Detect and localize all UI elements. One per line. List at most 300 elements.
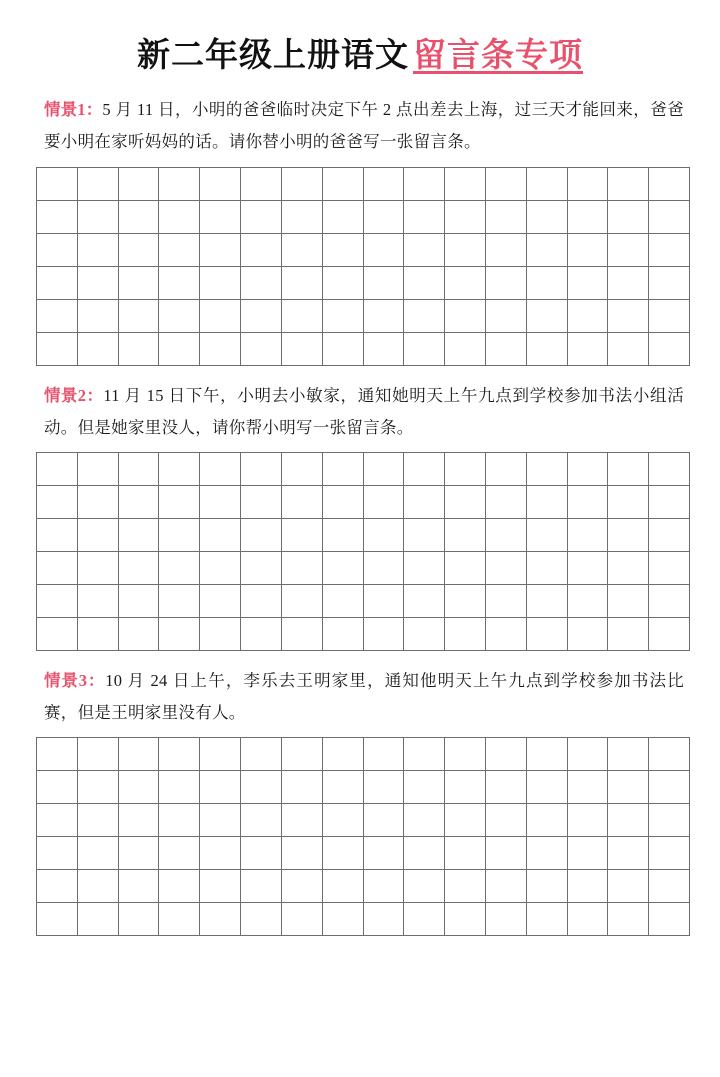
grid-cell[interactable] [159, 299, 200, 332]
grid-cell[interactable] [567, 771, 608, 804]
grid-cell[interactable] [567, 200, 608, 233]
grid-cell[interactable] [37, 452, 78, 485]
grid-cell[interactable] [118, 518, 159, 551]
grid-cell[interactable] [322, 266, 363, 299]
grid-cell[interactable] [445, 804, 486, 837]
grid-cell[interactable] [37, 584, 78, 617]
grid-cell[interactable] [404, 551, 445, 584]
grid-cell[interactable] [485, 452, 526, 485]
grid-cell[interactable] [159, 738, 200, 771]
grid-cell[interactable] [649, 167, 690, 200]
grid-cell[interactable] [567, 233, 608, 266]
grid-row[interactable] [37, 903, 690, 936]
grid-cell[interactable] [608, 266, 649, 299]
grid-cell[interactable] [649, 738, 690, 771]
grid-cell[interactable] [363, 452, 404, 485]
grid-cell[interactable] [608, 738, 649, 771]
grid-cell[interactable] [404, 452, 445, 485]
grid-cell[interactable] [281, 617, 322, 650]
grid-cell[interactable] [649, 771, 690, 804]
grid-cell[interactable] [77, 738, 118, 771]
grid-cell[interactable] [77, 518, 118, 551]
grid-cell[interactable] [159, 617, 200, 650]
grid-cell[interactable] [485, 771, 526, 804]
grid-cell[interactable] [445, 167, 486, 200]
grid-cell[interactable] [118, 167, 159, 200]
grid-row[interactable] [37, 332, 690, 365]
grid-cell[interactable] [404, 584, 445, 617]
grid-cell[interactable] [159, 870, 200, 903]
grid-cell[interactable] [241, 870, 282, 903]
grid-cell[interactable] [363, 584, 404, 617]
grid-cell[interactable] [281, 551, 322, 584]
grid-cell[interactable] [159, 804, 200, 837]
grid-cell[interactable] [118, 200, 159, 233]
grid-cell[interactable] [281, 771, 322, 804]
grid-cell[interactable] [77, 299, 118, 332]
grid-cell[interactable] [526, 485, 567, 518]
grid-cell[interactable] [526, 266, 567, 299]
grid-cell[interactable] [445, 518, 486, 551]
grid-cell[interactable] [608, 870, 649, 903]
writing-grid-1[interactable] [36, 167, 690, 366]
grid-row[interactable] [37, 485, 690, 518]
grid-cell[interactable] [241, 738, 282, 771]
grid-cell[interactable] [37, 837, 78, 870]
grid-cell[interactable] [567, 903, 608, 936]
grid-cell[interactable] [281, 870, 322, 903]
grid-cell[interactable] [445, 551, 486, 584]
grid-cell[interactable] [608, 551, 649, 584]
grid-cell[interactable] [77, 771, 118, 804]
grid-cell[interactable] [567, 584, 608, 617]
grid-cell[interactable] [485, 200, 526, 233]
grid-cell[interactable] [567, 452, 608, 485]
grid-cell[interactable] [445, 870, 486, 903]
grid-cell[interactable] [200, 167, 241, 200]
writing-grid-3[interactable] [36, 737, 690, 936]
grid-cell[interactable] [200, 804, 241, 837]
grid-cell[interactable] [322, 771, 363, 804]
grid-cell[interactable] [118, 299, 159, 332]
grid-row[interactable] [37, 738, 690, 771]
grid-cell[interactable] [322, 870, 363, 903]
grid-cell[interactable] [363, 485, 404, 518]
grid-cell[interactable] [608, 332, 649, 365]
grid-cell[interactable] [526, 167, 567, 200]
grid-cell[interactable] [526, 903, 567, 936]
grid-cell[interactable] [608, 804, 649, 837]
grid-cell[interactable] [37, 870, 78, 903]
grid-cell[interactable] [608, 200, 649, 233]
grid-row[interactable] [37, 551, 690, 584]
grid-cell[interactable] [281, 518, 322, 551]
grid-cell[interactable] [485, 870, 526, 903]
grid-cell[interactable] [526, 299, 567, 332]
grid-cell[interactable] [485, 299, 526, 332]
grid-cell[interactable] [404, 771, 445, 804]
grid-cell[interactable] [567, 167, 608, 200]
grid-cell[interactable] [200, 332, 241, 365]
grid-cell[interactable] [37, 617, 78, 650]
grid-cell[interactable] [404, 299, 445, 332]
grid-cell[interactable] [526, 617, 567, 650]
grid-cell[interactable] [281, 266, 322, 299]
grid-cell[interactable] [281, 233, 322, 266]
grid-cell[interactable] [445, 200, 486, 233]
grid-cell[interactable] [649, 804, 690, 837]
grid-cell[interactable] [404, 804, 445, 837]
grid-cell[interactable] [322, 299, 363, 332]
grid-cell[interactable] [526, 870, 567, 903]
grid-cell[interactable] [485, 485, 526, 518]
grid-cell[interactable] [159, 903, 200, 936]
grid-cell[interactable] [445, 452, 486, 485]
grid-cell[interactable] [200, 485, 241, 518]
grid-cell[interactable] [567, 299, 608, 332]
grid-cell[interactable] [159, 200, 200, 233]
grid-cell[interactable] [363, 870, 404, 903]
grid-cell[interactable] [241, 200, 282, 233]
grid-cell[interactable] [322, 837, 363, 870]
grid-row[interactable] [37, 233, 690, 266]
grid-cell[interactable] [322, 332, 363, 365]
grid-cell[interactable] [363, 299, 404, 332]
grid-cell[interactable] [118, 452, 159, 485]
grid-cell[interactable] [200, 738, 241, 771]
grid-cell[interactable] [159, 584, 200, 617]
writing-grid-2[interactable] [36, 452, 690, 651]
grid-cell[interactable] [404, 738, 445, 771]
grid-cell[interactable] [37, 738, 78, 771]
grid-cell[interactable] [118, 804, 159, 837]
grid-row[interactable] [37, 870, 690, 903]
grid-cell[interactable] [118, 233, 159, 266]
grid-cell[interactable] [200, 551, 241, 584]
grid-cell[interactable] [649, 452, 690, 485]
grid-cell[interactable] [77, 584, 118, 617]
grid-row[interactable] [37, 584, 690, 617]
grid-cell[interactable] [118, 485, 159, 518]
grid-cell[interactable] [322, 903, 363, 936]
grid-cell[interactable] [200, 870, 241, 903]
grid-cell[interactable] [404, 518, 445, 551]
grid-cell[interactable] [241, 332, 282, 365]
grid-cell[interactable] [322, 804, 363, 837]
grid-cell[interactable] [200, 518, 241, 551]
grid-cell[interactable] [649, 870, 690, 903]
grid-cell[interactable] [363, 771, 404, 804]
grid-row[interactable] [37, 837, 690, 870]
grid-cell[interactable] [281, 200, 322, 233]
grid-cell[interactable] [567, 837, 608, 870]
grid-cell[interactable] [526, 200, 567, 233]
grid-cell[interactable] [200, 299, 241, 332]
grid-cell[interactable] [241, 771, 282, 804]
grid-cell[interactable] [159, 837, 200, 870]
grid-cell[interactable] [445, 485, 486, 518]
grid-row[interactable] [37, 452, 690, 485]
grid-cell[interactable] [526, 584, 567, 617]
grid-cell[interactable] [37, 167, 78, 200]
grid-cell[interactable] [363, 617, 404, 650]
grid-cell[interactable] [77, 837, 118, 870]
grid-cell[interactable] [281, 485, 322, 518]
grid-cell[interactable] [200, 233, 241, 266]
grid-cell[interactable] [404, 870, 445, 903]
grid-cell[interactable] [322, 617, 363, 650]
grid-cell[interactable] [485, 266, 526, 299]
grid-cell[interactable] [281, 738, 322, 771]
grid-cell[interactable] [404, 233, 445, 266]
grid-cell[interactable] [608, 903, 649, 936]
grid-cell[interactable] [608, 584, 649, 617]
grid-cell[interactable] [567, 518, 608, 551]
grid-row[interactable] [37, 804, 690, 837]
grid-cell[interactable] [118, 837, 159, 870]
grid-cell[interactable] [322, 584, 363, 617]
grid-cell[interactable] [159, 167, 200, 200]
grid-cell[interactable] [241, 617, 282, 650]
grid-cell[interactable] [118, 551, 159, 584]
grid-cell[interactable] [322, 452, 363, 485]
grid-cell[interactable] [363, 518, 404, 551]
grid-cell[interactable] [649, 903, 690, 936]
grid-cell[interactable] [567, 332, 608, 365]
grid-cell[interactable] [526, 332, 567, 365]
grid-cell[interactable] [322, 233, 363, 266]
grid-cell[interactable] [567, 617, 608, 650]
grid-cell[interactable] [118, 870, 159, 903]
grid-cell[interactable] [363, 233, 404, 266]
grid-cell[interactable] [363, 551, 404, 584]
grid-row[interactable] [37, 167, 690, 200]
grid-cell[interactable] [37, 518, 78, 551]
grid-cell[interactable] [445, 837, 486, 870]
grid-cell[interactable] [241, 903, 282, 936]
grid-cell[interactable] [322, 518, 363, 551]
grid-cell[interactable] [281, 584, 322, 617]
grid-cell[interactable] [608, 518, 649, 551]
grid-cell[interactable] [404, 200, 445, 233]
grid-cell[interactable] [77, 903, 118, 936]
grid-cell[interactable] [200, 771, 241, 804]
grid-cell[interactable] [485, 903, 526, 936]
grid-cell[interactable] [159, 551, 200, 584]
grid-cell[interactable] [445, 903, 486, 936]
grid-cell[interactable] [281, 837, 322, 870]
grid-cell[interactable] [363, 903, 404, 936]
grid-cell[interactable] [77, 485, 118, 518]
grid-cell[interactable] [649, 617, 690, 650]
grid-cell[interactable] [649, 233, 690, 266]
grid-row[interactable] [37, 518, 690, 551]
grid-cell[interactable] [608, 485, 649, 518]
grid-cell[interactable] [608, 233, 649, 266]
grid-cell[interactable] [322, 167, 363, 200]
grid-cell[interactable] [485, 518, 526, 551]
grid-cell[interactable] [77, 332, 118, 365]
grid-cell[interactable] [485, 167, 526, 200]
grid-cell[interactable] [363, 804, 404, 837]
grid-cell[interactable] [608, 167, 649, 200]
grid-cell[interactable] [118, 584, 159, 617]
grid-cell[interactable] [649, 518, 690, 551]
grid-cell[interactable] [445, 299, 486, 332]
grid-cell[interactable] [649, 837, 690, 870]
grid-cell[interactable] [118, 266, 159, 299]
grid-cell[interactable] [200, 584, 241, 617]
grid-cell[interactable] [608, 452, 649, 485]
grid-cell[interactable] [567, 485, 608, 518]
grid-cell[interactable] [608, 299, 649, 332]
grid-cell[interactable] [241, 551, 282, 584]
grid-cell[interactable] [281, 167, 322, 200]
grid-cell[interactable] [445, 738, 486, 771]
grid-cell[interactable] [118, 903, 159, 936]
grid-cell[interactable] [322, 551, 363, 584]
grid-cell[interactable] [281, 452, 322, 485]
grid-cell[interactable] [485, 804, 526, 837]
grid-cell[interactable] [567, 870, 608, 903]
grid-cell[interactable] [526, 837, 567, 870]
grid-cell[interactable] [159, 266, 200, 299]
grid-cell[interactable] [485, 738, 526, 771]
grid-cell[interactable] [200, 837, 241, 870]
grid-cell[interactable] [37, 771, 78, 804]
grid-cell[interactable] [241, 167, 282, 200]
grid-cell[interactable] [118, 738, 159, 771]
grid-cell[interactable] [77, 617, 118, 650]
grid-cell[interactable] [567, 551, 608, 584]
grid-cell[interactable] [241, 233, 282, 266]
grid-cell[interactable] [445, 771, 486, 804]
grid-cell[interactable] [37, 485, 78, 518]
grid-cell[interactable] [649, 332, 690, 365]
grid-cell[interactable] [445, 233, 486, 266]
grid-cell[interactable] [77, 804, 118, 837]
grid-cell[interactable] [526, 518, 567, 551]
grid-cell[interactable] [322, 738, 363, 771]
grid-cell[interactable] [567, 266, 608, 299]
grid-cell[interactable] [200, 200, 241, 233]
grid-cell[interactable] [37, 233, 78, 266]
grid-cell[interactable] [241, 837, 282, 870]
grid-cell[interactable] [404, 332, 445, 365]
grid-row[interactable] [37, 771, 690, 804]
grid-cell[interactable] [649, 485, 690, 518]
grid-cell[interactable] [485, 332, 526, 365]
grid-cell[interactable] [404, 485, 445, 518]
grid-cell[interactable] [77, 200, 118, 233]
grid-cell[interactable] [363, 332, 404, 365]
grid-cell[interactable] [281, 804, 322, 837]
grid-cell[interactable] [526, 452, 567, 485]
grid-cell[interactable] [445, 617, 486, 650]
grid-cell[interactable] [526, 551, 567, 584]
grid-cell[interactable] [241, 266, 282, 299]
grid-cell[interactable] [77, 266, 118, 299]
grid-cell[interactable] [608, 837, 649, 870]
grid-cell[interactable] [200, 617, 241, 650]
grid-cell[interactable] [526, 233, 567, 266]
grid-cell[interactable] [322, 485, 363, 518]
grid-cell[interactable] [281, 299, 322, 332]
grid-cell[interactable] [159, 452, 200, 485]
grid-cell[interactable] [281, 903, 322, 936]
grid-cell[interactable] [159, 485, 200, 518]
grid-cell[interactable] [241, 299, 282, 332]
grid-cell[interactable] [404, 266, 445, 299]
grid-cell[interactable] [608, 617, 649, 650]
grid-cell[interactable] [485, 837, 526, 870]
grid-cell[interactable] [445, 332, 486, 365]
grid-row[interactable] [37, 200, 690, 233]
grid-cell[interactable] [363, 167, 404, 200]
grid-cell[interactable] [649, 200, 690, 233]
grid-cell[interactable] [77, 551, 118, 584]
grid-cell[interactable] [649, 299, 690, 332]
grid-cell[interactable] [649, 266, 690, 299]
grid-cell[interactable] [118, 332, 159, 365]
grid-cell[interactable] [363, 837, 404, 870]
grid-cell[interactable] [608, 771, 649, 804]
grid-cell[interactable] [37, 551, 78, 584]
grid-cell[interactable] [526, 804, 567, 837]
grid-cell[interactable] [241, 485, 282, 518]
grid-cell[interactable] [77, 167, 118, 200]
grid-row[interactable] [37, 617, 690, 650]
grid-cell[interactable] [200, 452, 241, 485]
grid-cell[interactable] [363, 738, 404, 771]
grid-cell[interactable] [159, 771, 200, 804]
grid-cell[interactable] [445, 266, 486, 299]
grid-cell[interactable] [118, 617, 159, 650]
grid-cell[interactable] [37, 804, 78, 837]
grid-cell[interactable] [200, 903, 241, 936]
grid-cell[interactable] [241, 584, 282, 617]
grid-cell[interactable] [77, 452, 118, 485]
grid-cell[interactable] [485, 233, 526, 266]
grid-cell[interactable] [649, 584, 690, 617]
grid-cell[interactable] [37, 266, 78, 299]
grid-cell[interactable] [37, 332, 78, 365]
grid-cell[interactable] [37, 903, 78, 936]
grid-cell[interactable] [159, 332, 200, 365]
grid-cell[interactable] [118, 771, 159, 804]
grid-cell[interactable] [77, 233, 118, 266]
grid-cell[interactable] [363, 266, 404, 299]
grid-cell[interactable] [526, 738, 567, 771]
grid-row[interactable] [37, 266, 690, 299]
grid-cell[interactable] [241, 804, 282, 837]
grid-cell[interactable] [567, 804, 608, 837]
grid-cell[interactable] [567, 738, 608, 771]
grid-row[interactable] [37, 299, 690, 332]
grid-cell[interactable] [159, 233, 200, 266]
grid-cell[interactable] [445, 584, 486, 617]
grid-cell[interactable] [241, 452, 282, 485]
grid-cell[interactable] [485, 617, 526, 650]
grid-cell[interactable] [404, 837, 445, 870]
grid-cell[interactable] [404, 167, 445, 200]
grid-cell[interactable] [485, 551, 526, 584]
grid-cell[interactable] [404, 617, 445, 650]
grid-cell[interactable] [363, 200, 404, 233]
grid-cell[interactable] [37, 299, 78, 332]
grid-cell[interactable] [37, 200, 78, 233]
grid-cell[interactable] [281, 332, 322, 365]
